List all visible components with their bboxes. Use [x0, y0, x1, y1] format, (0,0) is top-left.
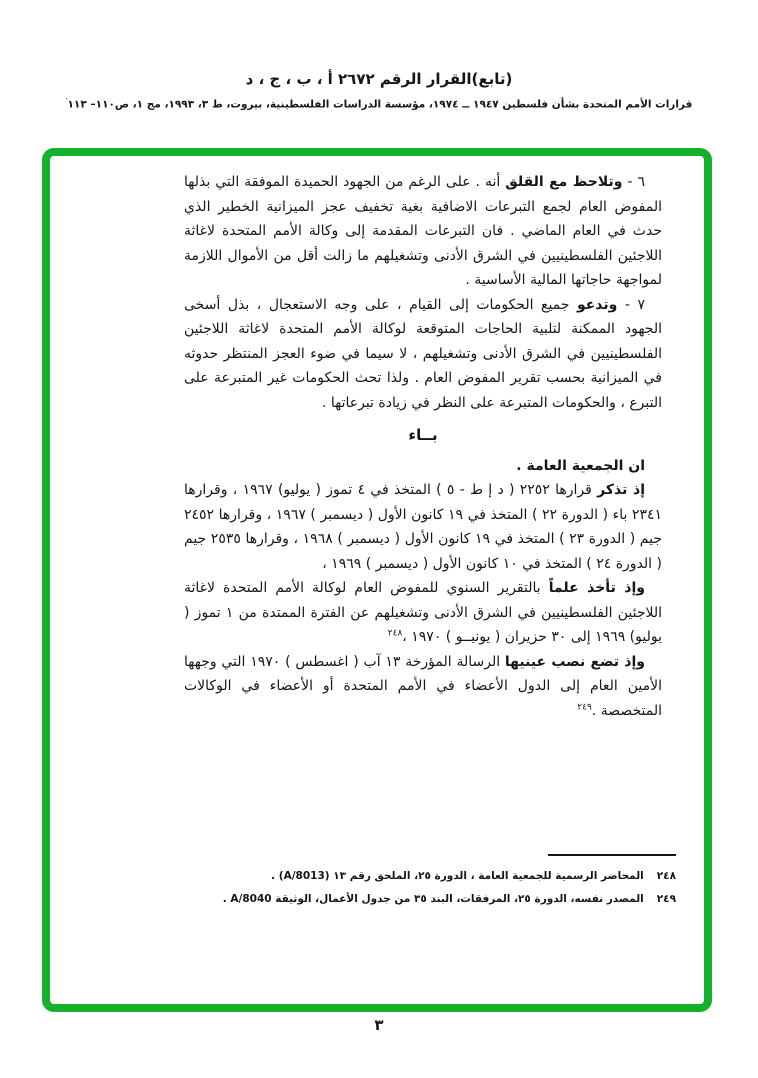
- footnote-ref-249: ٢٤٩: [577, 701, 592, 712]
- paragraph-lead: إذ تذكر: [597, 482, 646, 498]
- paragraph-lead: ان الجمعية العامة .: [516, 457, 645, 474]
- resolution-title: (تابع)القرار الرقم ٢٦٧٢ أ ، ب ، ج ، د: [245, 70, 513, 88]
- paragraph-text: جميع الحكومات إلى القيام ، على وجه الاستعجال ، بذل أسخى الجهود الممكنة لتلبية الحاجات المتوقعة لوكالة الأمم المتحدة لاغاثة اللاجئين الفلسطينيين في الشرق الأدنى وتشغيلهم ، لا سيما في ضوء العجز المنتظر حدوثه في الميزانية بحسب تقرير المفوض العام . ولذا تحث الحكومات غير المتبرعة على التبرع ، والحكومات المتبرعة على النظر في زيادة تبرعاتها .: [184, 296, 662, 411]
- paragraph-taking-note: [184, 576, 662, 650]
- paragraph-text: بالتقرير السنوي للمفوض العام لوكالة الأمم المتحدة لاغاثة اللاجئين الفلسطينيين في الشرق الأدنى وتشغيلهم عن الفترة الممتدة من ١ تموز ( يوليو) ١٩٦٩ إلى ٣٠ حزيران ( يونيــو ) ١٩٧٠ ،: [184, 580, 662, 645]
- paragraph-lead: وإذ تضع نصب عينيها: [504, 653, 645, 670]
- citation-mark: ′: [65, 97, 68, 105]
- footnotes-section: [223, 854, 676, 911]
- page-number: ٣: [374, 1016, 384, 1034]
- footnote-number: ٢٤٩: [656, 893, 676, 905]
- paragraph-recalling: [184, 478, 662, 576]
- footnote-text: المحاضر الرسمية للجمعية العامة ، الدورة ٢٥، الملحق رقم ١٣ (A/8013) .: [271, 870, 644, 882]
- green-frame: [42, 148, 712, 1012]
- paragraph-7: [184, 293, 662, 416]
- paragraph-lead: وإذ تأخذ علماً: [548, 580, 645, 596]
- paragraph-6: [184, 170, 662, 293]
- paragraph-text: الرسالة المؤرخة ١٣ آب ( اغسطس ) ١٩٧٠ التي وجهها الأمين العام إلى الدول الأعضاء في الأمم المتحدة أو الأعضاء في الوكالات المتخصصة .: [184, 653, 662, 719]
- paragraph-text: أنه . على الرغم من الجهود الحميدة الموفقة التي بذلها المفوض العام لجمع التبرعات الاضافية بغية تخفيف عجز الميزانية الخطير الذي حدث في العام الماضي . فان التبرعات المقدمة إلى وكالة الأمم المتحدة لاغاثة اللاجئين الفلسطينيين في الشرق الأدنى وتشغيلهم ما زالت أقل من الأموال اللازمة لمواجهة حاجاتها المالية الأساسية .: [184, 174, 662, 288]
- paragraph-bearing-in-mind: [184, 650, 662, 724]
- citation-text: قرارات الأمم المتحدة بشأن فلسطين ١٩٤٧ ــ ١٩٧٤، مؤسسة الدراسات الفلسطينية، بيروت، ط ٣، ١٩٩٣، مج ١، ص١١٠– ١١٣: [67, 98, 693, 111]
- paragraph-text: قرارها ٢٢٥٢ ( د إ ط - ٥ ) المتخذ في ٤ تموز ( يوليو) ١٩٦٧ ، وقرارها ٢٣٤١ باء ( الدورة ٢٢ ) المتخذ في ١٩ كانون الأول ( ديسمبر ) ١٩٦٧ ، وقرارها ٢٤٥٢ جيم ( الدورة ٢٣ ) المتخذ في ١٩ كانون الأول ( ديسمبر ) ١٩٦٨ ، وقرارها ٢٥٣٥ جيم ( الدورة ٢٤ ) المتخذ في ١٠ كانون الأول ( ديسمبر ) ١٩٦٩ ،: [184, 482, 662, 572]
- paragraph-number: ٦ -: [622, 174, 645, 190]
- paragraph-lead: وتلاحظ مع القلق: [505, 174, 623, 190]
- footnote-divider: [548, 854, 676, 856]
- footnote-249: [223, 888, 676, 911]
- paragraph-lead: وتدعو: [576, 296, 618, 313]
- resolution-text: [184, 170, 662, 723]
- source-citation: [0, 97, 758, 111]
- footnote-number: ٢٤٨: [656, 870, 676, 882]
- paragraph-assembly: [184, 454, 662, 479]
- document-header: [0, 70, 758, 111]
- footnote-text: المصدر نفسه، الدورة ٢٥، المرفقات، البند ٣٥ من جدول الأعمال، الوثيقة A/8040 .: [222, 893, 644, 905]
- paragraph-number: ٧ -: [617, 296, 645, 313]
- section-heading-ba: بــاء: [408, 426, 438, 444]
- footnote-248: [223, 865, 676, 888]
- footnote-ref-248: ٢٤٨: [387, 628, 403, 639]
